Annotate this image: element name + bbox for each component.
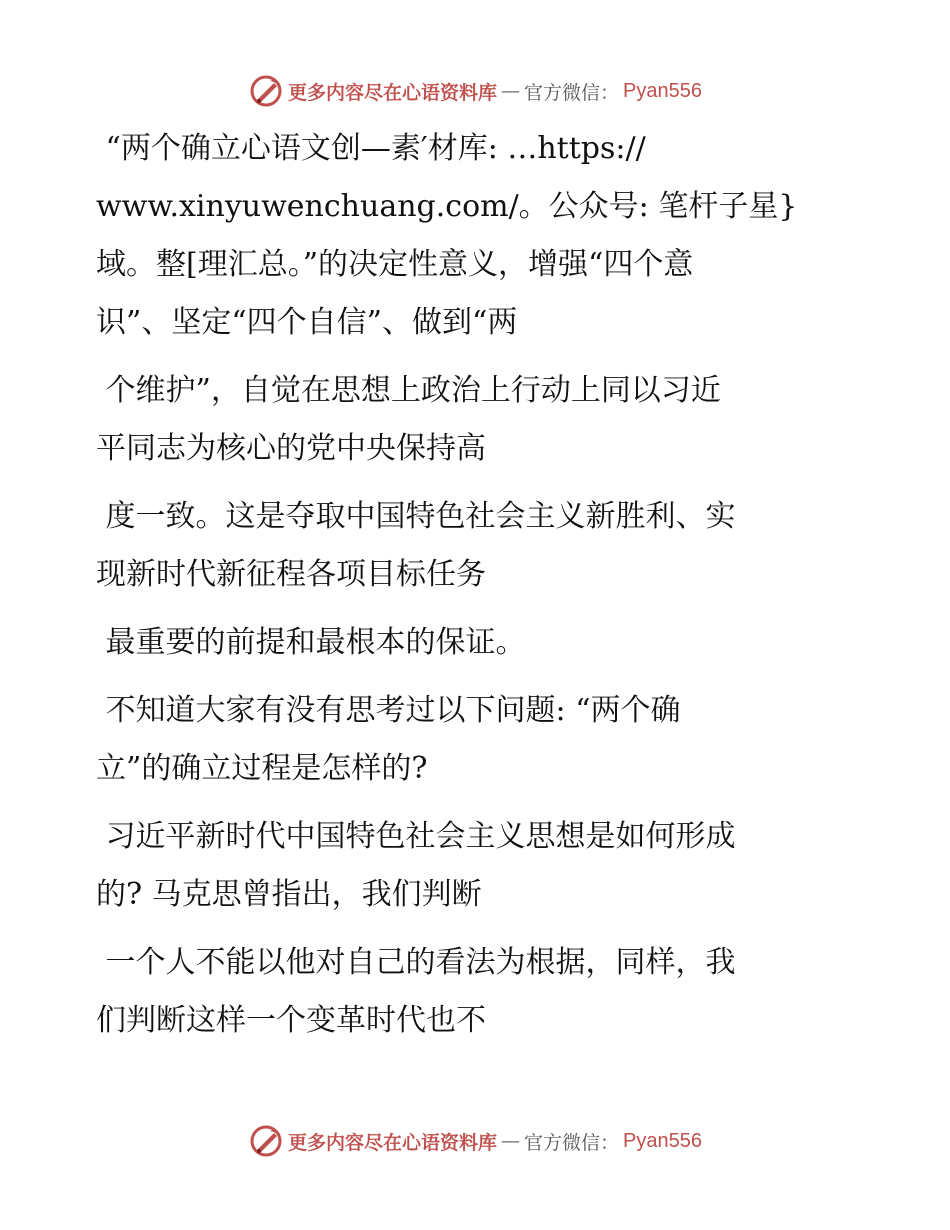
paragraph xyxy=(96,808,836,924)
quill-pen-logo-icon xyxy=(248,73,284,109)
footer-banner-wechat-id: Pyan556 xyxy=(623,1129,702,1152)
text-line: 一个人不能以他对自己的看法为根据，同样，我 xyxy=(96,945,736,980)
header-banner xyxy=(0,71,950,111)
document-body xyxy=(96,120,836,1060)
text-line: 习近平新时代中国特色社会主义思想是如何形成 xyxy=(96,819,736,854)
header-banner-inner xyxy=(248,73,702,109)
paragraph xyxy=(96,120,836,352)
text-line: 识”、坚定“四个自信”、做到“两 xyxy=(96,305,518,340)
footer-banner-title: 更多内容尽在心语资料库 xyxy=(288,1131,498,1154)
paragraph xyxy=(96,488,836,604)
text-line: 立”的确立过程是怎样的? xyxy=(96,751,428,786)
header-banner-title: 更多内容尽在心语资料库 xyxy=(288,81,498,104)
footer-banner-separator: — xyxy=(501,1130,521,1152)
text-line: 不知道大家有没有思考过以下问题: “两个确 xyxy=(96,693,681,728)
text-line: 个维护”，自觉在思想上政治上行动上同以习近 xyxy=(96,373,721,408)
header-banner-wechat-id: Pyan556 xyxy=(623,79,702,102)
text-line: 域。整[理汇总。”的决定性意义，增强“四个意 xyxy=(96,247,694,282)
header-banner-wechat-label: 官方微信： xyxy=(524,81,620,104)
footer-banner-inner xyxy=(248,1123,702,1159)
text-line: 平同志为核心的党中央保持高 xyxy=(96,431,486,466)
paragraph xyxy=(96,682,836,798)
text-line: 的? 马克思曾指出，我们判断 xyxy=(96,877,482,912)
header-banner-separator: — xyxy=(501,80,521,102)
paragraph xyxy=(96,362,836,478)
paragraph xyxy=(96,934,836,1050)
paragraph xyxy=(96,614,836,672)
text-line: “两个确立心语文创—素′材库: …https:// xyxy=(96,131,646,166)
quill-pen-logo-icon xyxy=(248,1123,284,1159)
text-line: 度一致。这是夺取中国特色社会主义新胜利、实 xyxy=(96,499,736,534)
text-line: www.xinyuwenchuang.com/。公众号: 笔杆子星} xyxy=(96,189,798,224)
text-line: 们判断这样一个变革时代也不 xyxy=(96,1003,486,1038)
text-line: 最重要的前提和最根本的保证。 xyxy=(96,625,526,660)
text-line: 现新时代新征程各项目标任务 xyxy=(96,557,486,592)
footer-banner-wechat-label: 官方微信： xyxy=(524,1131,620,1154)
footer-banner xyxy=(0,1121,950,1161)
